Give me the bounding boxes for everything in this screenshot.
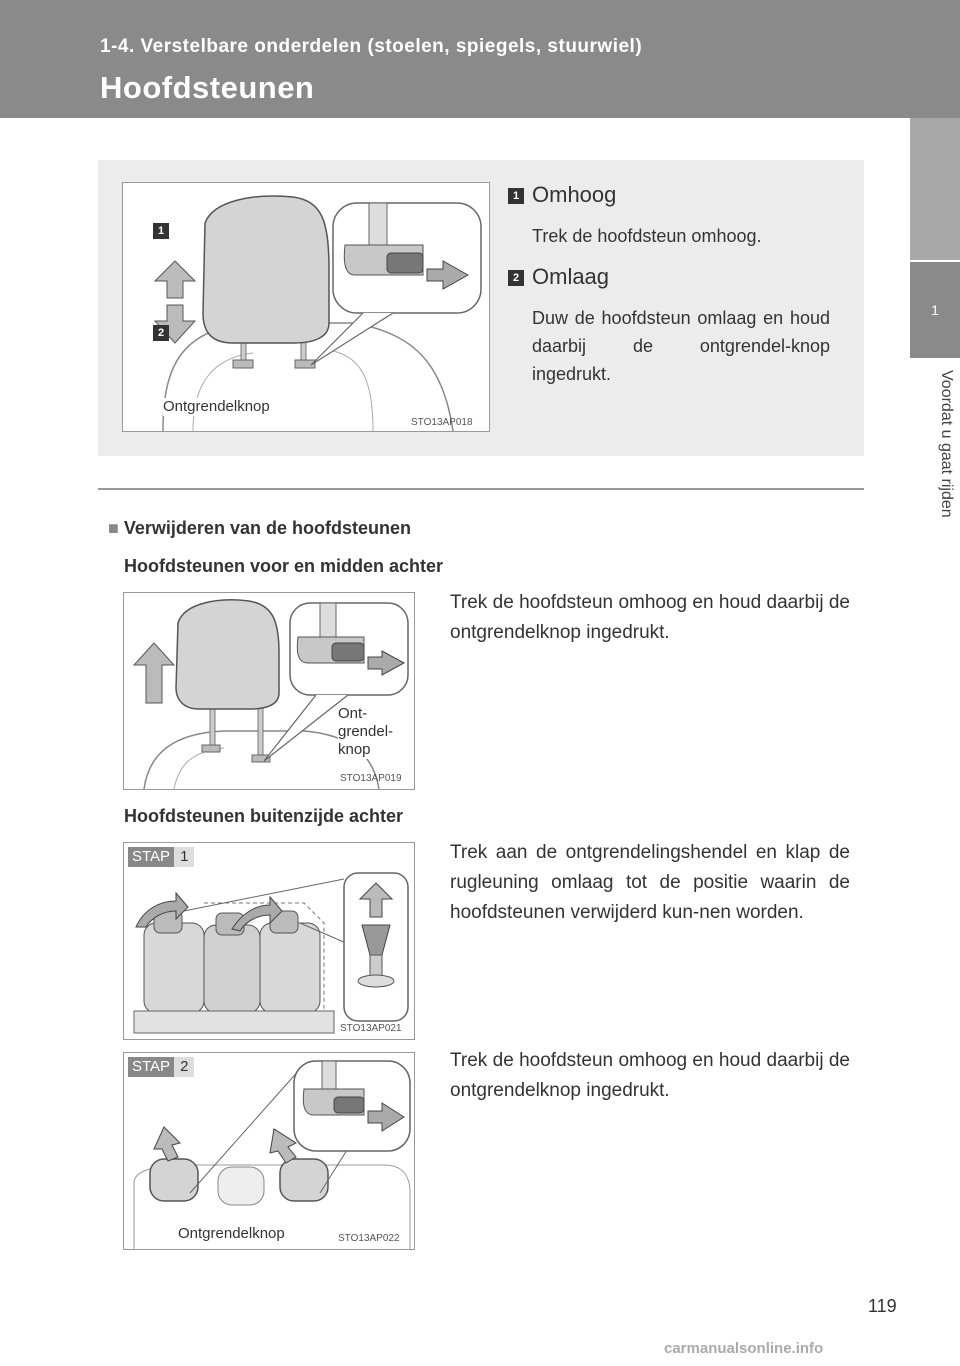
item-title-up: Omhoog: [532, 182, 617, 207]
divider: [98, 488, 864, 490]
page-number: 119: [868, 1296, 897, 1316]
step-label: STAP: [128, 847, 174, 867]
headrest-figure-1: [122, 182, 490, 432]
release-label-line2: grendel-: [338, 723, 394, 740]
step1-instruction: Trek aan de ontgrendelingshendel en klap de rugleuning omlaag tot de positie waarin de hoofdsteunen verwijderd kun-nen worden.: [450, 842, 850, 923]
step-label: STAP: [128, 1057, 174, 1077]
figure-code: STO13AP022: [338, 1233, 400, 1244]
step1-figure: [123, 842, 415, 1040]
item-desc-up: Trek de hoofdsteun omhoog.: [532, 226, 762, 246]
subheading-outer: Hoofdsteunen buitenzijde achter: [124, 806, 404, 826]
item-badge-down: 2: [508, 270, 524, 286]
item-badge-up: 1: [508, 188, 524, 204]
front-instruction: Trek de hoofdsteun omhoog en houd daarbij de ontgrendelknop ingedrukt.: [450, 592, 850, 643]
side-tab-top: [910, 118, 960, 260]
step2-instruction: Trek de hoofdsteun omhoog en houd daarbij de ontgrendelknop ingedrukt.: [450, 1050, 850, 1101]
instruction-panel: [98, 160, 864, 456]
release-button-label: Ontgrendelknop: [163, 398, 270, 415]
figure-code: STO13AP019: [340, 773, 402, 784]
step-badge-1: [128, 847, 194, 867]
rear-headrest-removal-illustration: [124, 1053, 414, 1249]
square-bullet-icon: ■: [108, 518, 119, 538]
figure-code: STO13AP021: [340, 1023, 402, 1034]
release-button-label: Ontgrendelknop: [178, 1225, 285, 1242]
section-heading-text: Verwijderen van de hoofdsteunen: [123, 518, 411, 538]
figure-badge-up: 1: [153, 223, 169, 239]
headrest-illustration: [123, 183, 489, 431]
release-label-line3: knop: [338, 741, 371, 758]
step2-figure: [123, 1052, 415, 1250]
side-tab-number: 1: [910, 262, 960, 358]
page-header: [0, 0, 960, 118]
watermark: carmanualsonline.info: [664, 1340, 824, 1357]
section-heading: [108, 518, 411, 539]
side-tab-label: Voordat u gaat rijden: [938, 370, 955, 518]
subheading-front: Hoofdsteunen voor en midden achter: [124, 556, 444, 576]
headrest-figure-2: [123, 592, 415, 790]
section-title: 1-4. Verstelbare onderdelen (stoelen, spiegels, stuurwiel): [100, 36, 643, 57]
step-number: 2: [174, 1057, 194, 1077]
figure-badge-down: 2: [153, 325, 169, 341]
page-title: Hoofdsteunen: [100, 70, 315, 105]
step-number: 1: [174, 847, 194, 867]
rear-seat-illustration: [124, 843, 414, 1039]
item-title-down: Omlaag: [532, 264, 610, 289]
figure-code: STO13AP018: [411, 417, 473, 428]
item-desc-down: Duw de hoofdsteun omlaag en houd daarbij de ontgrendel-knop ingedrukt.: [532, 308, 830, 384]
headrest-removal-illustration: [124, 593, 414, 789]
release-label-line1: Ont-: [338, 705, 368, 722]
step-badge-2: [128, 1057, 194, 1077]
